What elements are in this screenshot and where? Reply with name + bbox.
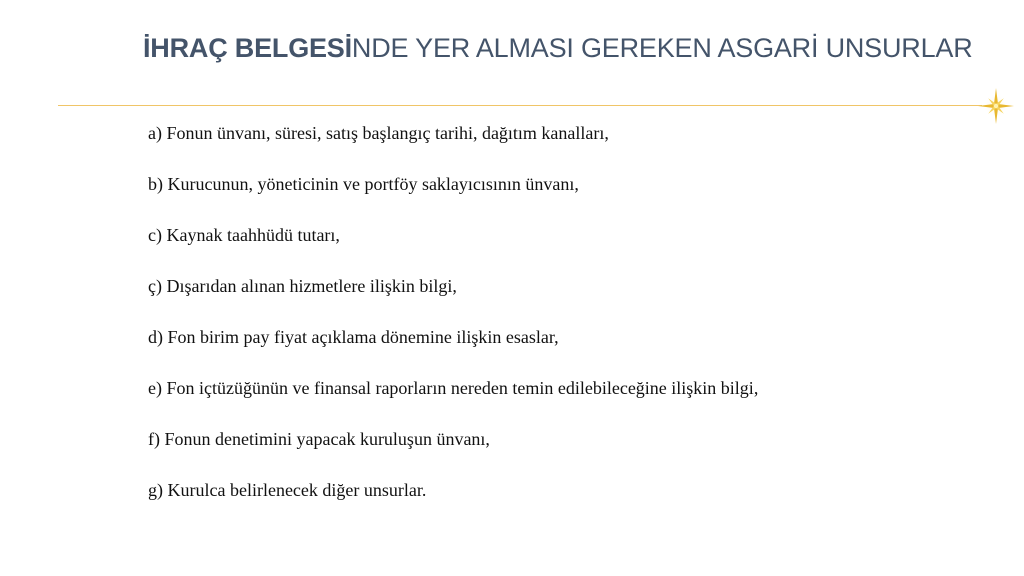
slide-title [143,30,1003,66]
slide-title-bold: İHRAÇ BELGESİ [143,33,352,63]
requirement-list [148,118,758,526]
list-item: c) Kaynak taahhüdü tutarı, [148,225,340,245]
list-item: g) Kurulca belirlenecek diğer unsurlar. [148,480,427,500]
list-item: d) Fon birim pay fiyat açıklama dönemine ilişkin esaslar, [148,327,559,347]
list-item: f) Fonun denetimini yapacak kuruluşun ünvanı, [148,429,490,449]
sparkle-star-icon [977,87,1015,125]
list-item: a) Fonun ünvanı, süresi, satış başlangıç tarihi, dağıtım kanalları, [148,123,609,143]
slide-title-rest: NDE YER ALMASI GEREKEN ASGARİ UNSURLAR [351,33,973,63]
title-divider-line [58,105,982,106]
list-item: ç) Dışarıdan alınan hizmetlere ilişkin bilgi, [148,276,457,296]
list-item: b) Kurucunun, yöneticinin ve portföy saklayıcısının ünvanı, [148,174,579,194]
list-item: e) Fon içtüzüğünün ve finansal raporların nereden temin edilebileceğine ilişkin bilgi, [148,378,759,398]
